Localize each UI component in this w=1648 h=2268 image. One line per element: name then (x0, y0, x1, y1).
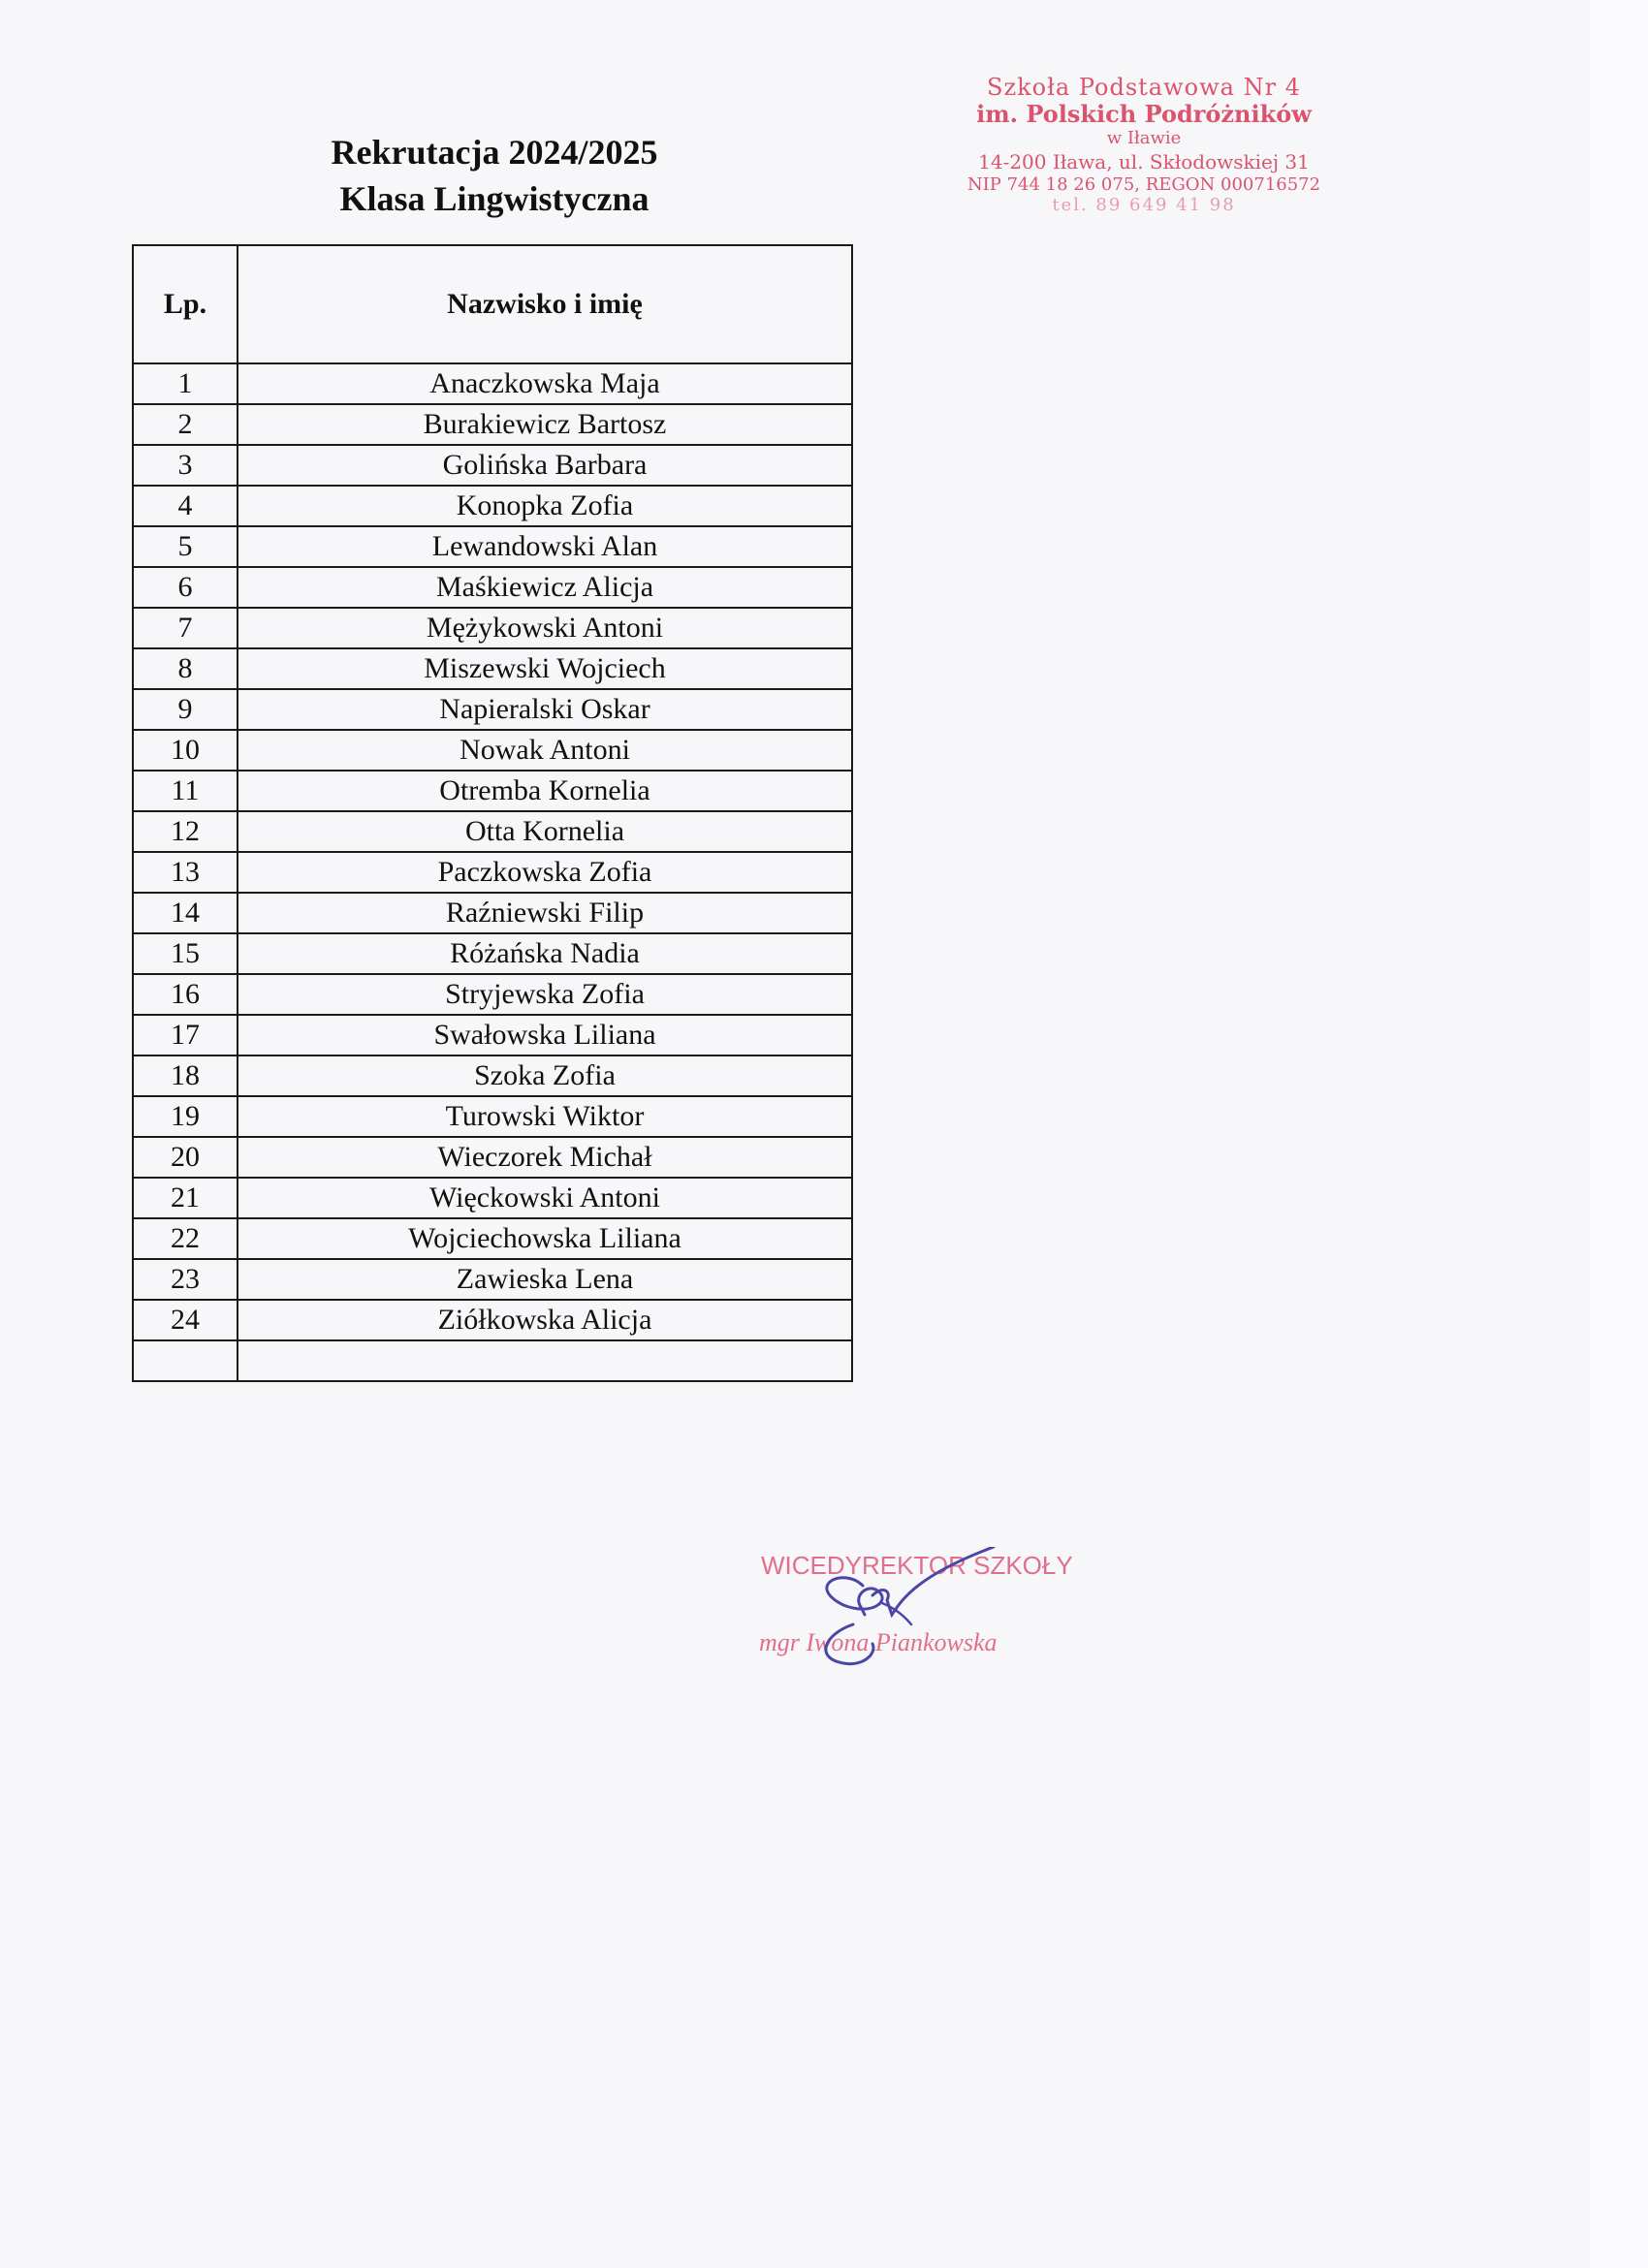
row-name: Lewandowski Alan (238, 526, 852, 567)
table-row (133, 648, 852, 689)
row-name: Ziółkowska Alicja (238, 1300, 852, 1340)
row-lp: 4 (133, 486, 238, 526)
row-lp: 19 (133, 1096, 238, 1137)
row-lp: 10 (133, 730, 238, 771)
handwritten-signature-icon (746, 1547, 1076, 1673)
document-title: Rekrutacja 2024/2025 (331, 133, 658, 172)
row-name: Nowak Antoni (238, 730, 852, 771)
row-name: Zawieska Lena (238, 1259, 852, 1300)
stamp-line-nip: NIP 744 18 26 075, REGON 000716572 (967, 174, 1321, 195)
table-row (133, 404, 852, 445)
table-row (133, 1300, 852, 1340)
row-name: Konopka Zofia (238, 486, 852, 526)
row-lp: 2 (133, 404, 238, 445)
stamp-line-school: Szkoła Podstawowa Nr 4 (987, 74, 1301, 101)
row-name: Szoka Zofia (238, 1055, 852, 1096)
table-row (133, 1015, 852, 1055)
header-lp: Lp. (133, 245, 238, 363)
row-name: Otta Kornelia (238, 811, 852, 852)
table-row (133, 526, 852, 567)
row-name: Mężykowski Antoni (238, 608, 852, 648)
row-name: Miszewski Wojciech (238, 648, 852, 689)
row-lp-empty (133, 1340, 238, 1381)
row-lp: 18 (133, 1055, 238, 1096)
row-name: Otremba Kornelia (238, 771, 852, 811)
row-name: Swałowska Liliana (238, 1015, 852, 1055)
stamp-line-phone: tel. 89 649 41 98 (1052, 195, 1236, 215)
row-lp: 7 (133, 608, 238, 648)
row-name: Burakiewicz Bartosz (238, 404, 852, 445)
table-row (133, 1259, 852, 1300)
row-name: Napieralski Oskar (238, 689, 852, 730)
table-row (133, 811, 852, 852)
table-row (133, 689, 852, 730)
table-body (133, 363, 852, 1381)
row-lp: 23 (133, 1259, 238, 1300)
row-lp: 17 (133, 1015, 238, 1055)
table-row (133, 1218, 852, 1259)
row-name: Stryjewska Zofia (238, 974, 852, 1015)
row-lp: 9 (133, 689, 238, 730)
table-row (133, 893, 852, 933)
table-row (133, 363, 852, 404)
row-lp: 1 (133, 363, 238, 404)
header-name: Nazwisko i imię (238, 245, 852, 363)
school-stamp (931, 74, 1357, 215)
table-row (133, 974, 852, 1015)
row-name: Turowski Wiktor (238, 1096, 852, 1137)
table-row (133, 445, 852, 486)
signature-block (746, 1547, 1076, 1673)
document-subtitle: Klasa Lingwistyczna (339, 179, 650, 218)
table-row (133, 1178, 852, 1218)
row-lp: 15 (133, 933, 238, 974)
table-row (133, 567, 852, 608)
stamp-line-address: 14-200 Iława, ul. Skłodowskiej 31 (978, 150, 1310, 173)
row-lp: 11 (133, 771, 238, 811)
stamp-line-city: w Iławie (1106, 128, 1182, 148)
row-name: Wojciechowska Liliana (238, 1218, 852, 1259)
row-lp: 22 (133, 1218, 238, 1259)
table-row (133, 771, 852, 811)
row-name: Anaczkowska Maja (238, 363, 852, 404)
row-name: Raźniewski Filip (238, 893, 852, 933)
row-name-empty (238, 1340, 852, 1381)
row-lp: 20 (133, 1137, 238, 1178)
table-row (133, 852, 852, 893)
table-row (133, 730, 852, 771)
row-lp: 3 (133, 445, 238, 486)
table-row (133, 1096, 852, 1137)
row-name: Golińska Barbara (238, 445, 852, 486)
row-lp: 12 (133, 811, 238, 852)
row-lp: 16 (133, 974, 238, 1015)
row-lp: 14 (133, 893, 238, 933)
scan-edge (1590, 0, 1648, 2268)
row-lp: 13 (133, 852, 238, 893)
row-lp: 21 (133, 1178, 238, 1218)
row-name: Paczkowska Zofia (238, 852, 852, 893)
row-lp: 24 (133, 1300, 238, 1340)
row-name: Więckowski Antoni (238, 1178, 852, 1218)
table-row (133, 1137, 852, 1178)
table-row-empty (133, 1340, 852, 1381)
student-list-table (132, 244, 853, 1382)
row-lp: 6 (133, 567, 238, 608)
signature-name: mgr Iwona Piankowska (759, 1628, 998, 1656)
table-header-row (133, 245, 852, 363)
table-row (133, 486, 852, 526)
row-lp: 5 (133, 526, 238, 567)
row-name: Wieczorek Michał (238, 1137, 852, 1178)
table-row (133, 933, 852, 974)
table-row (133, 608, 852, 648)
row-name: Maśkiewicz Alicja (238, 567, 852, 608)
row-lp: 8 (133, 648, 238, 689)
table-row (133, 1055, 852, 1096)
stamp-line-patron: im. Polskich Podróżników (976, 100, 1312, 128)
signature-title: WICEDYREKTOR SZKOŁY (761, 1551, 1073, 1580)
row-name: Różańska Nadia (238, 933, 852, 974)
